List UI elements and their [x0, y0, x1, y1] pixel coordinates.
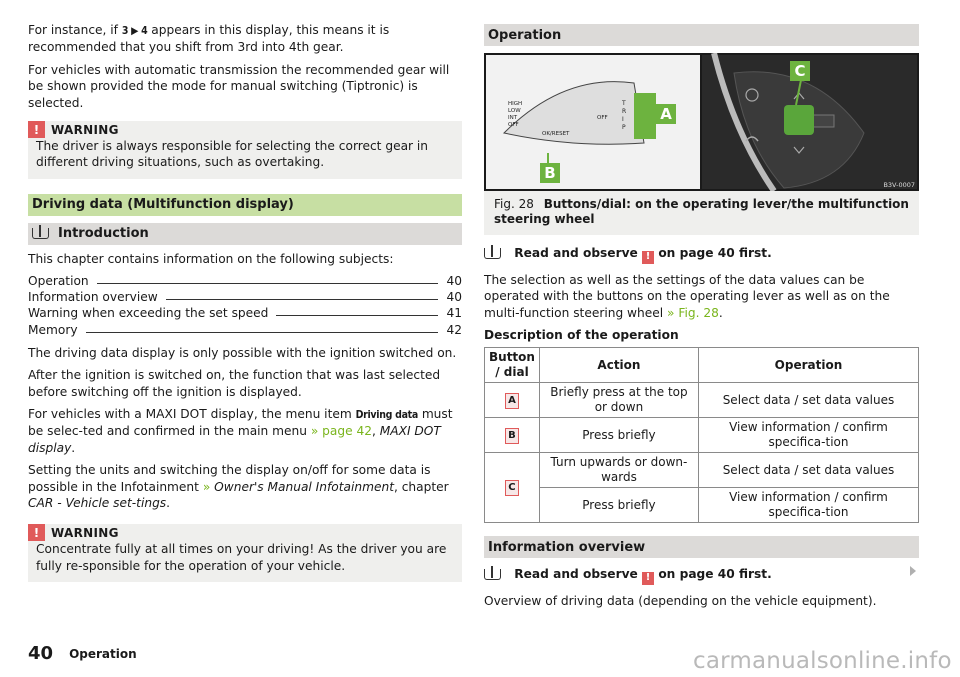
read-observe-page: on page 40 first.	[658, 246, 772, 260]
warning-box	[28, 121, 462, 179]
gear-text-post: appears in this display, this means it is recommended that you shift from 3rd into 4th gear.	[28, 23, 390, 55]
read-observe-page: on page 40 first.	[658, 567, 772, 582]
table-cell-operation: View information / confirm specifica-tion	[698, 488, 918, 523]
selection-text: The selection as well as the settings of the data values can be operated with the buttons on the operating lever as well as on the multi-function steering wheel	[484, 272, 890, 320]
table-header: Button / dial	[485, 348, 540, 383]
left-column	[28, 0, 462, 582]
warning-header	[28, 121, 462, 138]
gear-indicator: 3 ▶ 4	[121, 25, 148, 37]
page-number: 40	[28, 643, 54, 664]
toc-label: Memory	[28, 322, 78, 337]
maxi-dot-paragraph: For vehicles with a MAXI DOT display, the menu item Driving data must be selec-ted and confirmed in the main menu » page 42, MAXI DOT display.	[28, 407, 453, 455]
warning-box	[28, 524, 462, 582]
table-header-row	[485, 348, 919, 383]
overview-text: Overview of driving data (depending on the vehicle equipment).	[484, 594, 877, 609]
toc-list	[28, 271, 462, 337]
table-header: Action	[539, 348, 698, 383]
chapter-ref: CAR - Vehicle set-tings	[28, 496, 167, 511]
caption-number: Fig. 28	[494, 197, 534, 211]
table-cell-operation: Select data / set data values	[698, 383, 918, 418]
ignition-text-1: The driving data display is only possible with the ignition switched on.	[28, 345, 457, 360]
table-cell-action: Press briefly	[539, 488, 698, 523]
page-footer	[28, 643, 137, 664]
book-icon	[32, 228, 49, 239]
gear-paragraph	[28, 22, 462, 56]
table-cell-operation: Select data / set data values	[698, 453, 918, 488]
menu-item-driving-data: Driving data	[355, 409, 418, 422]
table-cell-operation: View information / confirm specifica-tion	[698, 418, 918, 453]
lever-label-off: OFF	[508, 122, 519, 128]
warning-icon: !	[28, 121, 45, 138]
book-icon	[484, 569, 501, 580]
warning-text: Concentrate fully at all times on your driving! As the driver you are fully re-sponsible for the operation of your vehicle.	[36, 542, 447, 573]
key-badge: B	[505, 428, 519, 444]
figure-label-c: C	[790, 61, 810, 81]
chapter-text: This chapter contains information on the following subjects:	[28, 251, 394, 266]
toc-label: Warning when exceeding the set speed	[28, 306, 269, 321]
table-row	[485, 383, 919, 418]
lever-label-high: HIGH	[508, 101, 523, 107]
maxi-dot-ref: MAXI DOT display	[28, 424, 441, 455]
key-badge: C	[505, 480, 519, 496]
lever-trip-t: T	[622, 100, 626, 107]
warning-icon: !	[642, 572, 654, 585]
manual-ref: Owner's Manual Infotainment	[214, 479, 394, 494]
table-cell-action: Press briefly	[539, 418, 698, 453]
lever-trip-p: P	[622, 124, 626, 131]
continue-arrow-icon	[910, 566, 916, 576]
maxi-text-pre: For vehicles with a MAXI DOT display, the menu item	[28, 407, 352, 422]
section-title-driving-data: Driving data (Multifunction display)	[28, 194, 462, 216]
key-badge: A	[505, 393, 519, 409]
warning-title: WARNING	[51, 525, 119, 540]
warning-header	[28, 524, 462, 541]
figure-label-b: B	[540, 163, 560, 183]
read-observe-line	[484, 566, 919, 585]
table-cell-action: Turn upwards or down-wards	[539, 453, 698, 488]
toc-item[interactable]	[28, 304, 462, 320]
page-link[interactable]: » page 42	[310, 424, 372, 439]
footer-section: Operation	[69, 646, 137, 661]
table-row	[485, 418, 919, 453]
gear-text-pre: For instance, if	[28, 23, 118, 37]
warning-icon: !	[642, 251, 654, 264]
ignition-text-2: After the ignition is switched on, the function that was last selected before switching off the ignition is displayed.	[28, 368, 441, 399]
lever-label-ok-reset: OK/RESET	[542, 131, 570, 137]
figure-code: B3V-0007	[883, 181, 915, 189]
toc-item[interactable]	[28, 271, 462, 287]
toc-label: Operation	[28, 273, 89, 288]
toc-item[interactable]	[28, 320, 462, 336]
table-row	[485, 453, 919, 488]
units-text-pre: Setting the units and switching the display on/off for some data is possible in the Infotainment	[28, 463, 431, 494]
warning-text: The driver is always responsible for selecting the correct gear in different driving situations, such as overtaking.	[36, 139, 429, 170]
figure-caption	[484, 191, 919, 235]
lever-trip-r: R	[622, 108, 627, 115]
section-title-info-overview: Information overview	[484, 536, 919, 558]
right-column	[484, 0, 919, 609]
units-text-mid: , chapter	[393, 479, 449, 494]
caption-text: Buttons/dial: on the operating lever/the multifunction steering wheel	[494, 197, 909, 226]
toc-page: 42	[446, 322, 462, 337]
desc-heading: Description of the operation	[484, 327, 679, 342]
manual-link[interactable]: »	[202, 479, 211, 494]
table-header: Operation	[698, 348, 918, 383]
lever-label-off-wiper: OFF	[597, 115, 608, 121]
read-observe-line	[484, 245, 919, 264]
toc-page: 40	[446, 290, 462, 305]
read-observe-text: Read and observe	[514, 567, 638, 582]
toc-label: Information overview	[28, 290, 158, 305]
units-paragraph: Setting the units and switching the display on/off for some data is possible in the Infotainment » Owner's Manual Infotainment, chapter CAR - Vehicle set-tings.	[28, 463, 449, 511]
toc-page: 40	[446, 273, 462, 288]
table-row	[485, 488, 919, 523]
toc-page: 41	[446, 306, 462, 321]
lever-label-int: INT	[508, 115, 518, 121]
gear-from: 3	[121, 25, 129, 37]
warning-icon: !	[28, 524, 45, 541]
section-title-operation: Operation	[484, 24, 919, 46]
maxi-text-mid: must be selec-ted and confirmed in the main menu	[28, 407, 453, 439]
intro-heading	[28, 223, 462, 245]
book-icon	[484, 248, 501, 259]
lever-label-low: LOW	[508, 108, 521, 114]
selection-paragraph: The selection as well as the settings of the data values can be operated with the buttons on the operating lever as well as on the multi-function steering wheel » Fig. 28.	[484, 272, 890, 320]
watermark: carmanualsonline.info	[693, 648, 952, 674]
auto-paragraph: For vehicles with automatic transmission the recommended gear will be shown provided the mode for manual switching (Tiptronic) is selected.	[28, 62, 450, 110]
intro-heading-label: Introduction	[58, 226, 149, 242]
gear-to: 4	[141, 25, 148, 37]
read-observe-text: Read and observe	[514, 246, 638, 260]
table-cell-action: Briefly press at the top or down	[539, 383, 698, 418]
toc-item[interactable]	[28, 288, 462, 304]
figure-28	[484, 53, 919, 191]
lever-trip-i: I	[622, 116, 624, 123]
figure-link[interactable]: » Fig. 28	[667, 305, 719, 320]
operation-table	[484, 347, 919, 523]
figure-label-a: A	[656, 104, 676, 124]
warning-title: WARNING	[51, 122, 119, 137]
